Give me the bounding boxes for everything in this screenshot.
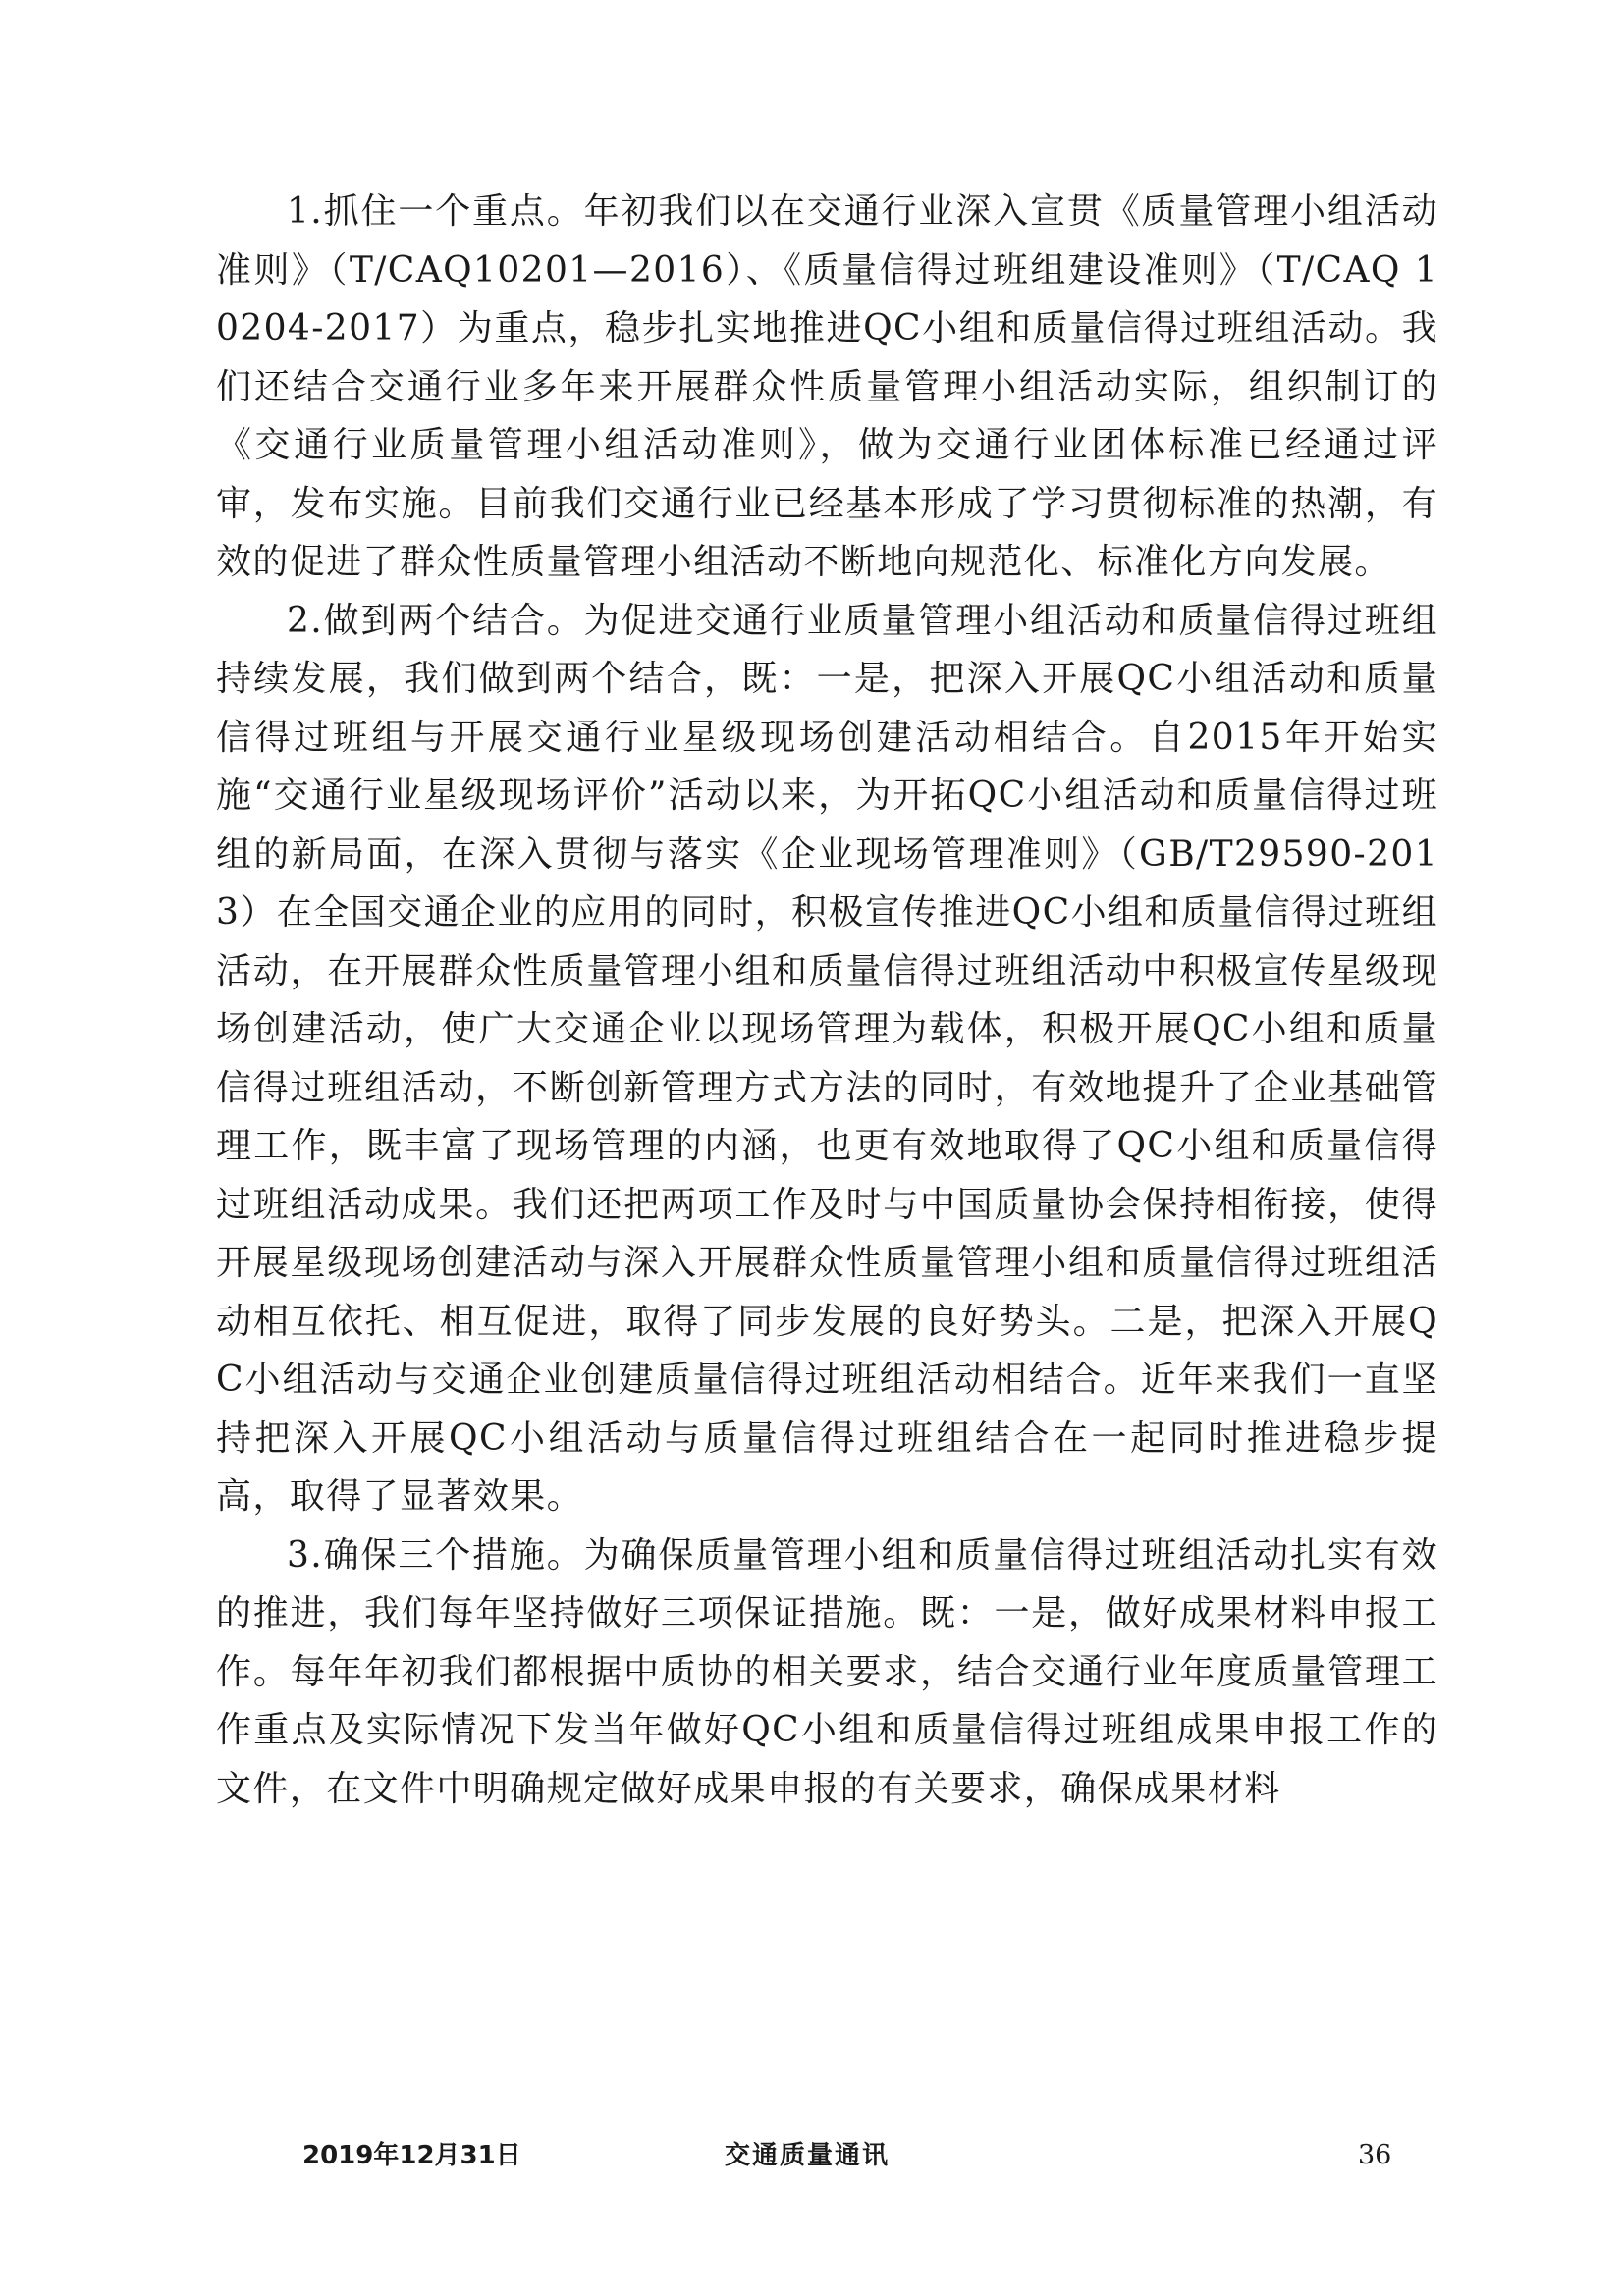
- body-text: [216, 183, 1438, 1818]
- footer-publication-title: 交通质量通讯: [725, 2141, 891, 2170]
- page-number: 36: [1358, 2140, 1392, 2170]
- paragraph-3: 3.确保三个措施。为确保质量管理小组和质量信得过班组活动扎实有效的推进，我们每年坚持做好三项保证措施。既：一是，做好成果材料申报工作。每年年初我们都根据中质协的相关要求，结合交通行业年度质量管理工作重点及实际情况下发当年做好QC小组和质量信得过班组成果申报工作的文件，在文件中明确规定做好成果申报的有关要求，确保成果材料: [216, 1534, 1438, 1809]
- paragraph-1: 1.抓住一个重点。年初我们以在交通行业深入宣贯《质量管理小组活动准则》（T/CAQ10201—2016）、《质量信得过班组建设准则》（T/CAQ 10204-2017）为重点，稳步扎实地推进QC小组和质量信得过班组活动。我们还结合交通行业多年来开展群众性质量管理小组活动实际，组织制订的《交通行业质量管理小组活动准则》，做为交通行业团体标准已经通过评审，发布实施。目前我们交通行业已经基本形成了学习贯彻标准的热潮，有效的促进了群众性质量管理小组活动不断地向规范化、标准化方向发展。: [216, 191, 1438, 582]
- page-footer: [0, 2136, 1623, 2175]
- footer-date: 2019年12月31日: [302, 2141, 521, 2170]
- paragraph-2: 2.做到两个结合。为促进交通行业质量管理小组活动和质量信得过班组持续发展，我们做到两个结合，既：一是，把深入开展QC小组活动和质量信得过班组与开展交通行业星级现场创建活动相结合。自2015年开始实施“交通行业星级现场评价”活动以来，为开拓QC小组活动和质量信得过班组的新局面，在深入贯彻与落实《企业现场管理准则》（GB/T29590-2013）在全国交通企业的应用的同时，积极宣传推进QC小组和质量信得过班组活动，在开展群众性质量管理小组和质量信得过班组活动中积极宣传星级现场创建活动，使广大交通企业以现场管理为载体，积极开展QC小组和质量信得过班组活动，不断创新管理方式方法的同时，有效地提升了企业基础管理工作，既丰富了现场管理的内涵，也更有效地取得了QC小组和质量信得过班组活动成果。我们还把两项工作及时与中国质量协会保持相衔接，使得开展星级现场创建活动与深入开展群众性质量管理小组和质量信得过班组活动相互依托、相互促进，取得了同步发展的良好势头。二是，把深入开展QC小组活动与交通企业创建质量信得过班组活动相结合。近年来我们一直坚持把深入开展QC小组活动与质量信得过班组结合在一起同时推进稳步提高，取得了显著效果。: [216, 600, 1438, 1517]
